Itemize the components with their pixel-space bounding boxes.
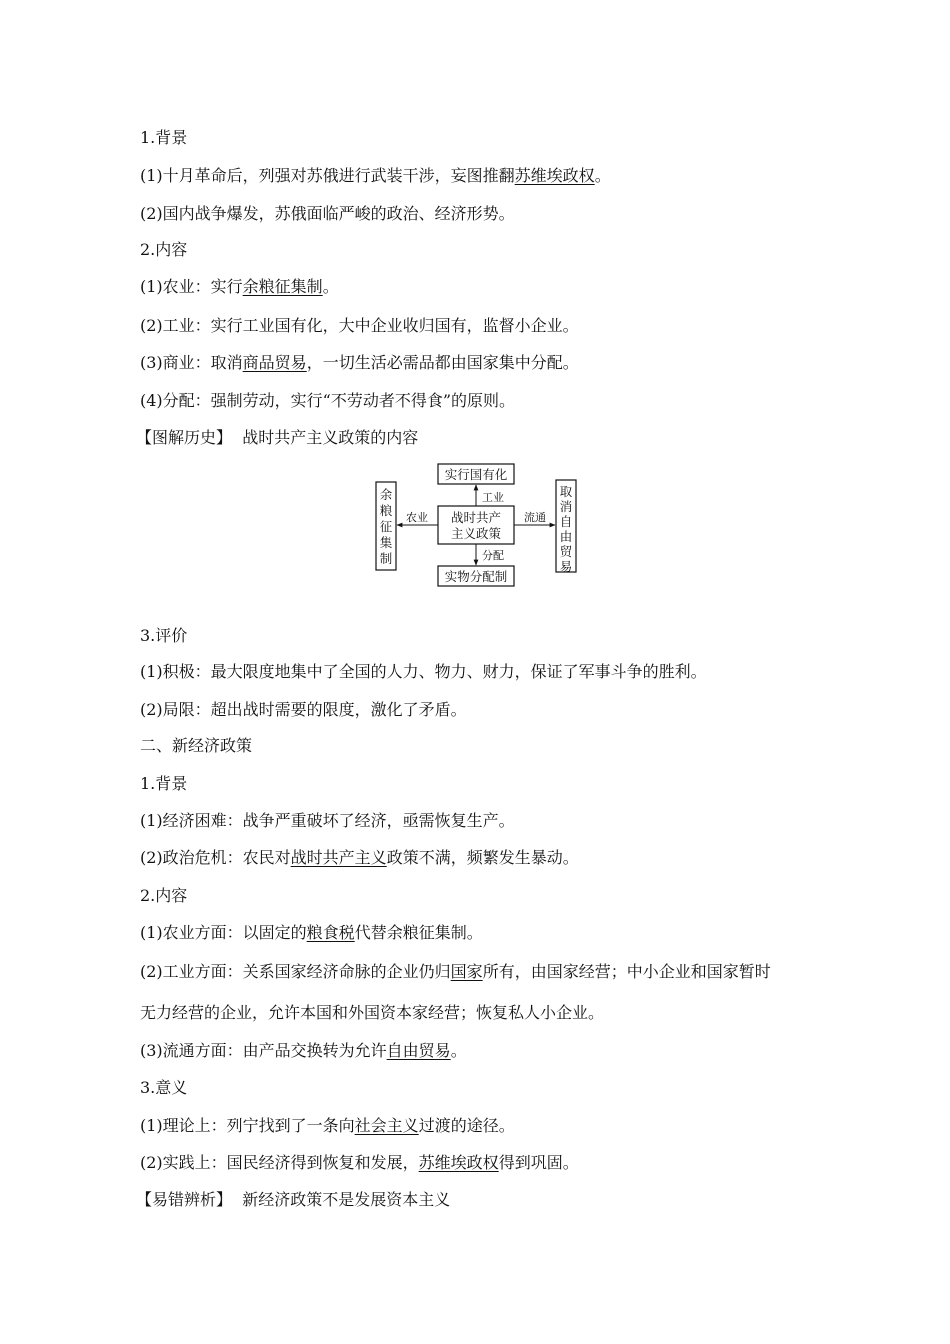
arrow-left-label: 农业 <box>406 511 428 524</box>
right-box-label <box>560 484 573 574</box>
center-label-line2: 主义政策 <box>450 526 502 541</box>
text: 所有，由国家经营；中小企业和国家暂时 <box>482 962 771 981</box>
paragraph-nep-bg2 <box>140 848 579 868</box>
arrow-up-label: 工业 <box>482 491 504 504</box>
vertical-char: 易 <box>559 559 573 574</box>
text: 代替余粮征集制。 <box>354 923 483 942</box>
underlined-term: 粮食税 <box>306 923 355 942</box>
text: (1)农业方面：以固定的 <box>140 923 307 942</box>
text: 。 <box>322 277 339 296</box>
underlined-term: 苏维埃政权 <box>418 1153 499 1172</box>
text: (3)商业：取消 <box>140 353 243 372</box>
arrow-right-label: 流通 <box>524 511 546 524</box>
section-heading-content-2: 2.内容 <box>140 886 188 905</box>
paragraph-nep-c3 <box>140 1041 467 1061</box>
chapter-heading-nep: 二、新经济政策 <box>140 736 253 755</box>
paragraph-nep-c2-cont: 无力经营的企业，允许本国和外国资本家经营；恢复私人小企业。 <box>140 1003 605 1022</box>
text: 政策不满，频繁发生暴动。 <box>386 848 579 867</box>
paragraph-bg1 <box>140 166 611 186</box>
paragraph-s2 <box>140 1153 579 1173</box>
paragraph-c3 <box>140 353 579 373</box>
section-heading-significance: 3.意义 <box>140 1078 188 1097</box>
center-label-line1: 战时共产 <box>450 510 502 525</box>
underlined-term: 余粮征集制 <box>242 277 323 296</box>
vertical-char: 贸 <box>559 544 573 559</box>
text: (2)工业方面：关系国家经济命脉的企业仍归 <box>140 962 451 981</box>
underlined-term: 自由贸易 <box>386 1041 451 1060</box>
text: 。 <box>594 166 611 185</box>
vertical-char: 集 <box>379 535 393 550</box>
note-tag: 【图解历史】 <box>136 428 233 447</box>
paragraph-nep-c1 <box>140 923 483 943</box>
vertical-char: 制 <box>379 551 393 566</box>
vertical-char: 余 <box>379 487 393 502</box>
paragraph-e2: (2)局限：超出战时需要的限度，激化了矛盾。 <box>140 700 467 719</box>
vertical-char: 取 <box>559 484 573 499</box>
section-heading-background: 1.背景 <box>140 128 188 147</box>
text: (2)实践上：国民经济得到恢复和发展， <box>140 1153 419 1172</box>
paragraph-c1 <box>140 277 339 297</box>
text: (1)理论上：列宁找到了一条向 <box>140 1116 355 1135</box>
paragraph-e1: (1)积极：最大限度地集中了全国的人力、物力、财力，保证了军事斗争的胜利。 <box>140 662 707 681</box>
text: 。 <box>450 1041 467 1060</box>
underlined-term: 苏维埃政权 <box>514 166 595 185</box>
text: (3)流通方面：由产品交换转为允许 <box>140 1041 387 1060</box>
text: ，一切生活必需品都由国家集中分配。 <box>306 353 579 372</box>
section-heading-evaluation: 3.评价 <box>140 626 188 645</box>
underlined-term: 社会主义 <box>354 1116 419 1135</box>
tujie-note <box>136 428 418 448</box>
text: 过渡的途径。 <box>418 1116 515 1135</box>
underlined-term: 商品贸易 <box>242 353 307 372</box>
paragraph-c4: (4)分配：强制劳动，实行“不劳动者不得食”的原则。 <box>140 391 516 410</box>
note-text: 战时共产主义政策的内容 <box>242 428 419 447</box>
vertical-char: 征 <box>379 519 393 534</box>
vertical-char: 消 <box>559 499 573 514</box>
arrow-down-label: 分配 <box>482 549 504 562</box>
underlined-term: 国家 <box>450 962 483 981</box>
bottom-box-label: 实物分配制 <box>444 569 508 584</box>
paragraph-c2: (2)工业：实行工业国有化，大中企业收归国有，监督小企业。 <box>140 316 579 335</box>
vertical-char: 由 <box>559 529 573 544</box>
vertical-char: 自 <box>559 514 573 529</box>
underlined-term: 战时共产主义 <box>290 848 387 867</box>
policy-diagram <box>374 462 584 590</box>
yicuo-note <box>136 1190 450 1210</box>
section-heading-background-2: 1.背景 <box>140 774 188 793</box>
text: (1)农业：实行 <box>140 277 243 296</box>
note-tag: 【易错辨析】 <box>136 1190 233 1209</box>
paragraph-nep-bg1: (1)经济困难：战争严重破坏了经济，亟需恢复生产。 <box>140 811 515 830</box>
paragraph-bg2: (2)国内战争爆发，苏俄面临严峻的政治、经济形势。 <box>140 204 515 223</box>
note-text: 新经济政策不是发展资本主义 <box>242 1190 451 1209</box>
paragraph-nep-c2 <box>140 962 771 982</box>
top-box-label: 实行国有化 <box>444 467 508 482</box>
text: 得到巩固。 <box>498 1153 579 1172</box>
text: (2)政治危机：农民对 <box>140 848 291 867</box>
paragraph-s1 <box>140 1116 515 1136</box>
section-heading-content: 2.内容 <box>140 240 188 259</box>
vertical-char: 粮 <box>379 503 393 518</box>
text: (1)十月革命后，列强对苏俄进行武装干涉，妄图推翻 <box>140 166 515 185</box>
left-box-label <box>380 487 393 566</box>
